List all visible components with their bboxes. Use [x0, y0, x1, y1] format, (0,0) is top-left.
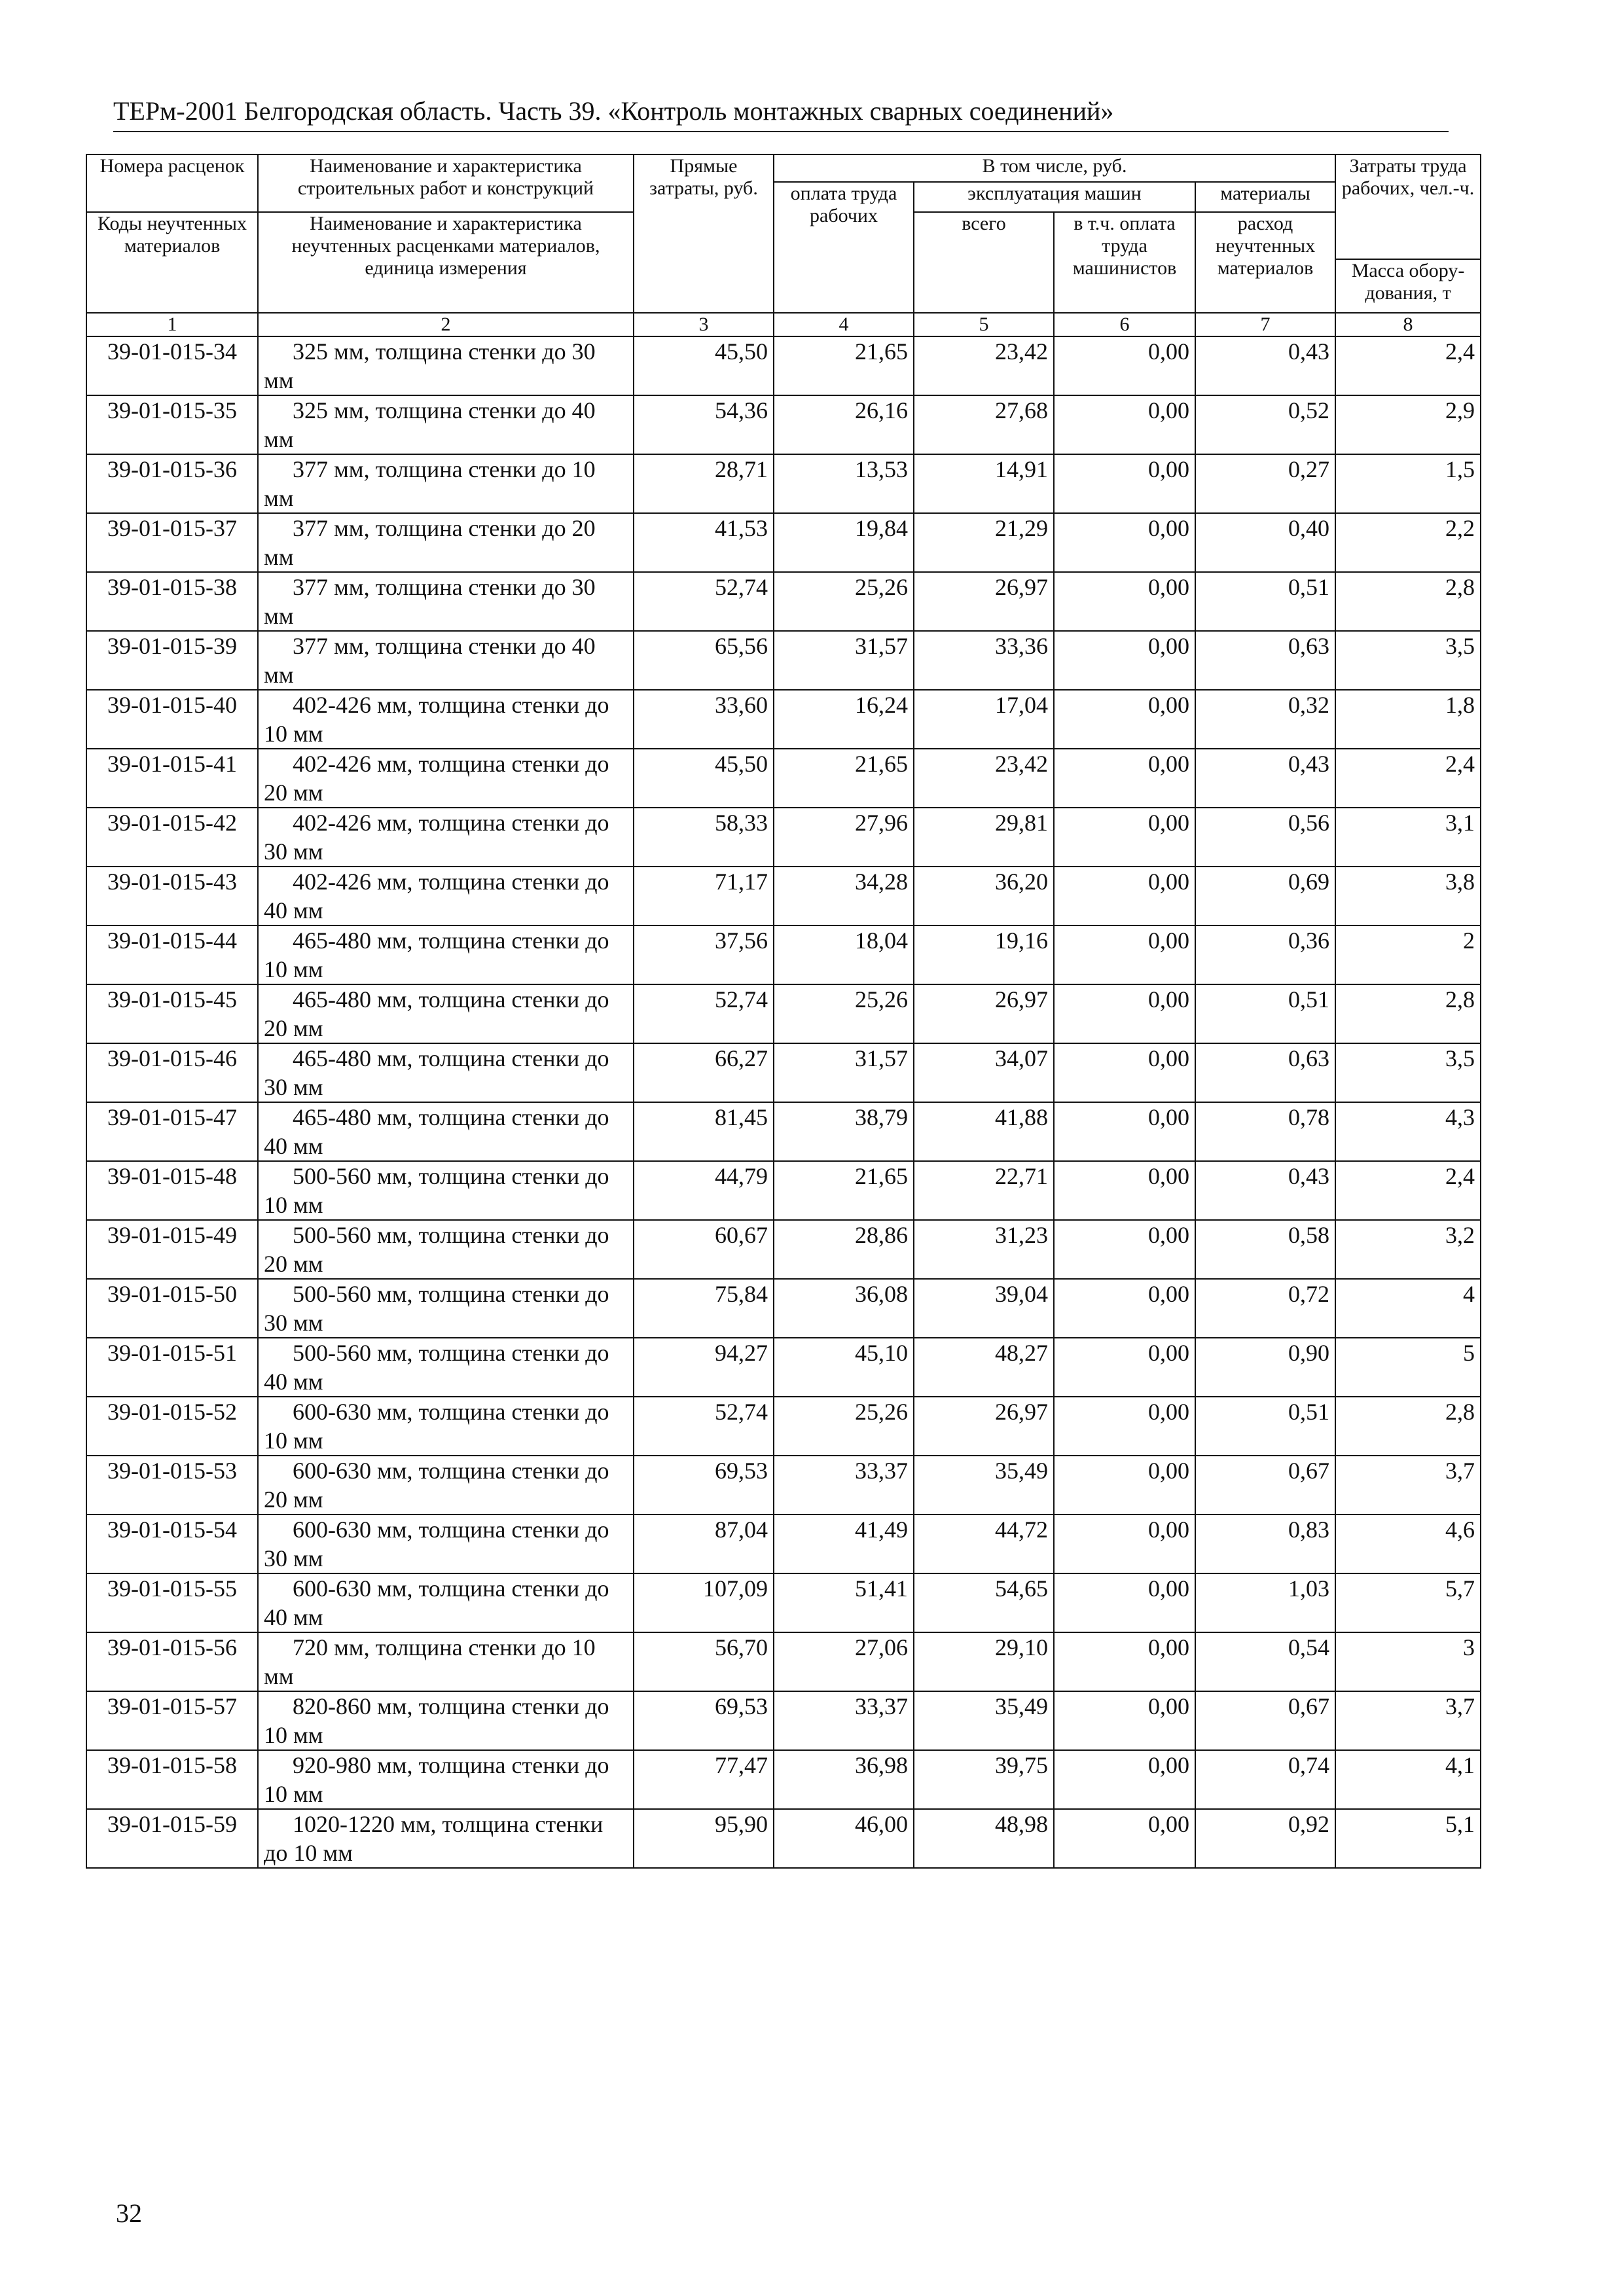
labor-costs-cell: 0,90 — [1195, 1338, 1335, 1397]
rate-code-cell: 39-01-015-47 — [86, 1102, 258, 1161]
work-description-cell: 402-426 мм, толщина стенки до 30 мм — [258, 808, 634, 867]
direct-costs-cell: 52,74 — [634, 984, 774, 1043]
labor-costs-cell: 0,36 — [1195, 925, 1335, 984]
header-machines: эксплуатация машин — [914, 182, 1195, 212]
rate-code-cell: 39-01-015-54 — [86, 1515, 258, 1573]
rates-table — [86, 154, 1481, 1869]
table-row — [86, 1750, 1481, 1809]
direct-costs-cell: 69,53 — [634, 1456, 774, 1515]
worker-pay-cell: 41,49 — [774, 1515, 914, 1573]
machines-total-cell: 35,49 — [914, 1456, 1054, 1515]
table-row — [86, 984, 1481, 1043]
machines-total-cell: 26,97 — [914, 572, 1054, 631]
machines-total-cell: 14,91 — [914, 454, 1054, 513]
rate-code-cell: 39-01-015-50 — [86, 1279, 258, 1338]
table-row — [86, 1809, 1481, 1868]
work-description-cell: 600-630 мм, толщина стенки до 30 мм — [258, 1515, 634, 1573]
direct-costs-cell: 54,36 — [634, 395, 774, 454]
work-description-cell: 465-480 мм, толщина стенки до 10 мм — [258, 925, 634, 984]
column-number: 8 — [1335, 313, 1481, 336]
worker-pay-cell: 33,37 — [774, 1456, 914, 1515]
direct-costs-cell: 56,70 — [634, 1632, 774, 1691]
direct-costs-cell: 52,74 — [634, 1397, 774, 1456]
machinist-pay-cell: 0,00 — [1054, 1573, 1195, 1632]
direct-costs-cell: 45,50 — [634, 336, 774, 395]
machinist-pay-cell: 0,00 — [1054, 1102, 1195, 1161]
work-description-cell: 820-860 мм, толщина стенки до 10 мм — [258, 1691, 634, 1750]
page-number: 32 — [116, 2198, 142, 2228]
header-material-name: Наименование и характеристика неучтенных расценками материалов, единица измерения — [258, 212, 634, 313]
worker-pay-cell: 51,41 — [774, 1573, 914, 1632]
rate-code-cell: 39-01-015-55 — [86, 1573, 258, 1632]
worker-pay-cell: 28,86 — [774, 1220, 914, 1279]
machines-total-cell: 23,42 — [914, 749, 1054, 808]
direct-costs-cell: 77,47 — [634, 1750, 774, 1809]
labor-costs-cell: 0,43 — [1195, 336, 1335, 395]
machinist-pay-cell: 0,00 — [1054, 454, 1195, 513]
column-number: 6 — [1054, 313, 1195, 336]
column-number: 3 — [634, 313, 774, 336]
machines-total-cell: 48,27 — [914, 1338, 1054, 1397]
direct-costs-cell: 28,71 — [634, 454, 774, 513]
machines-total-cell: 34,07 — [914, 1043, 1054, 1102]
machines-total-cell: 44,72 — [914, 1515, 1054, 1573]
rate-code-cell: 39-01-015-49 — [86, 1220, 258, 1279]
rate-code-cell: 39-01-015-56 — [86, 1632, 258, 1691]
work-description-cell: 465-480 мм, толщина стенки до 40 мм — [258, 1102, 634, 1161]
table-row — [86, 1102, 1481, 1161]
header-labor-costs: Затраты труда рабочих, чел.-ч. — [1335, 154, 1481, 259]
equipment-mass-cell: 3,5 — [1335, 1043, 1481, 1102]
direct-costs-cell: 75,84 — [634, 1279, 774, 1338]
equipment-mass-cell: 2 — [1335, 925, 1481, 984]
work-description-cell: 377 мм, толщина стенки до 20 мм — [258, 513, 634, 572]
direct-costs-cell: 71,17 — [634, 867, 774, 925]
work-description-cell: 377 мм, толщина стенки до 30 мм — [258, 572, 634, 631]
machinist-pay-cell: 0,00 — [1054, 1338, 1195, 1397]
machinist-pay-cell: 0,00 — [1054, 572, 1195, 631]
labor-costs-cell: 0,32 — [1195, 690, 1335, 749]
table-row — [86, 1515, 1481, 1573]
header-material-codes: Коды неучтенных материалов — [86, 212, 258, 313]
labor-costs-cell: 0,40 — [1195, 513, 1335, 572]
labor-costs-cell: 0,63 — [1195, 1043, 1335, 1102]
equipment-mass-cell: 2,8 — [1335, 572, 1481, 631]
rate-code-cell: 39-01-015-44 — [86, 925, 258, 984]
rate-code-cell: 39-01-015-34 — [86, 336, 258, 395]
header-rate-numbers: Номера расценок — [86, 154, 258, 212]
direct-costs-cell: 65,56 — [634, 631, 774, 690]
worker-pay-cell: 18,04 — [774, 925, 914, 984]
column-number: 7 — [1195, 313, 1335, 336]
machines-total-cell: 31,23 — [914, 1220, 1054, 1279]
machines-total-cell: 29,81 — [914, 808, 1054, 867]
labor-costs-cell: 0,56 — [1195, 808, 1335, 867]
machines-total-cell: 23,42 — [914, 336, 1054, 395]
machines-total-cell: 17,04 — [914, 690, 1054, 749]
column-number: 5 — [914, 313, 1054, 336]
worker-pay-cell: 19,84 — [774, 513, 914, 572]
labor-costs-cell: 0,74 — [1195, 1750, 1335, 1809]
machinist-pay-cell: 0,00 — [1054, 513, 1195, 572]
worker-pay-cell: 21,65 — [774, 749, 914, 808]
equipment-mass-cell: 3 — [1335, 1632, 1481, 1691]
labor-costs-cell: 0,51 — [1195, 1397, 1335, 1456]
equipment-mass-cell: 1,8 — [1335, 690, 1481, 749]
table-row — [86, 1220, 1481, 1279]
direct-costs-cell: 33,60 — [634, 690, 774, 749]
table-body — [86, 336, 1481, 1868]
machines-total-cell: 29,10 — [914, 1632, 1054, 1691]
direct-costs-cell: 69,53 — [634, 1691, 774, 1750]
equipment-mass-cell: 2,4 — [1335, 749, 1481, 808]
machinist-pay-cell: 0,00 — [1054, 690, 1195, 749]
table-row — [86, 925, 1481, 984]
work-description-cell: 920-980 мм, толщина стенки до 10 мм — [258, 1750, 634, 1809]
table-row — [86, 1456, 1481, 1515]
labor-costs-cell: 0,54 — [1195, 1632, 1335, 1691]
work-description-cell: 600-630 мм, толщина стенки до 20 мм — [258, 1456, 634, 1515]
worker-pay-cell: 31,57 — [774, 631, 914, 690]
equipment-mass-cell: 3,7 — [1335, 1456, 1481, 1515]
direct-costs-cell: 52,74 — [634, 572, 774, 631]
rate-code-cell: 39-01-015-46 — [86, 1043, 258, 1102]
header-machinist-pay: в т.ч. оплата труда машинистов — [1054, 212, 1195, 313]
column-number: 1 — [86, 313, 258, 336]
rate-code-cell: 39-01-015-57 — [86, 1691, 258, 1750]
labor-costs-cell: 0,67 — [1195, 1691, 1335, 1750]
work-description-cell: 720 мм, толщина стенки до 10 мм — [258, 1632, 634, 1691]
machines-total-cell: 26,97 — [914, 984, 1054, 1043]
table-row — [86, 513, 1481, 572]
rate-code-cell: 39-01-015-48 — [86, 1161, 258, 1220]
work-description-cell: 402-426 мм, толщина стенки до 10 мм — [258, 690, 634, 749]
rate-code-cell: 39-01-015-41 — [86, 749, 258, 808]
labor-costs-cell: 0,63 — [1195, 631, 1335, 690]
machines-total-cell: 54,65 — [914, 1573, 1054, 1632]
table-row — [86, 1279, 1481, 1338]
equipment-mass-cell: 2,2 — [1335, 513, 1481, 572]
work-description-cell: 1020-1220 мм, толщина стенки до 10 мм — [258, 1809, 634, 1868]
work-description-cell: 402-426 мм, толщина стенки до 40 мм — [258, 867, 634, 925]
table-row — [86, 631, 1481, 690]
equipment-mass-cell: 5,1 — [1335, 1809, 1481, 1868]
machines-total-cell: 35,49 — [914, 1691, 1054, 1750]
machinist-pay-cell: 0,00 — [1054, 1691, 1195, 1750]
labor-costs-cell: 1,03 — [1195, 1573, 1335, 1632]
direct-costs-cell: 94,27 — [634, 1338, 774, 1397]
machines-total-cell: 36,20 — [914, 867, 1054, 925]
table-row — [86, 1573, 1481, 1632]
worker-pay-cell: 16,24 — [774, 690, 914, 749]
equipment-mass-cell: 2,9 — [1335, 395, 1481, 454]
direct-costs-cell: 81,45 — [634, 1102, 774, 1161]
labor-costs-cell: 0,67 — [1195, 1456, 1335, 1515]
worker-pay-cell: 27,96 — [774, 808, 914, 867]
table-row — [86, 336, 1481, 395]
equipment-mass-cell: 2,8 — [1335, 1397, 1481, 1456]
machines-total-cell: 39,75 — [914, 1750, 1054, 1809]
direct-costs-cell: 58,33 — [634, 808, 774, 867]
header-including: В том числе, руб. — [774, 154, 1335, 182]
table-row — [86, 749, 1481, 808]
work-description-cell: 325 мм, толщина стенки до 30 мм — [258, 336, 634, 395]
rate-code-cell: 39-01-015-38 — [86, 572, 258, 631]
work-description-cell: 465-480 мм, толщина стенки до 20 мм — [258, 984, 634, 1043]
worker-pay-cell: 36,98 — [774, 1750, 914, 1809]
rate-code-cell: 39-01-015-59 — [86, 1809, 258, 1868]
machinist-pay-cell: 0,00 — [1054, 1220, 1195, 1279]
header-worker-pay: оплата труда рабочих — [774, 182, 914, 313]
machinist-pay-cell: 0,00 — [1054, 395, 1195, 454]
table-row — [86, 454, 1481, 513]
worker-pay-cell: 21,65 — [774, 336, 914, 395]
machines-total-cell: 21,29 — [914, 513, 1054, 572]
machines-total-cell: 39,04 — [914, 1279, 1054, 1338]
worker-pay-cell: 27,06 — [774, 1632, 914, 1691]
labor-costs-cell: 0,69 — [1195, 867, 1335, 925]
worker-pay-cell: 25,26 — [774, 1397, 914, 1456]
machinist-pay-cell: 0,00 — [1054, 1456, 1195, 1515]
equipment-mass-cell: 2,4 — [1335, 336, 1481, 395]
header-material-usage: расход неучтенных материалов — [1195, 212, 1335, 313]
machinist-pay-cell: 0,00 — [1054, 1279, 1195, 1338]
machines-total-cell: 41,88 — [914, 1102, 1054, 1161]
equipment-mass-cell: 3,1 — [1335, 808, 1481, 867]
work-description-cell: 377 мм, толщина стенки до 10 мм — [258, 454, 634, 513]
worker-pay-cell: 34,28 — [774, 867, 914, 925]
rate-code-cell: 39-01-015-40 — [86, 690, 258, 749]
worker-pay-cell: 25,26 — [774, 984, 914, 1043]
labor-costs-cell: 0,27 — [1195, 454, 1335, 513]
equipment-mass-cell: 1,5 — [1335, 454, 1481, 513]
table-row — [86, 867, 1481, 925]
direct-costs-cell: 66,27 — [634, 1043, 774, 1102]
labor-costs-cell: 0,43 — [1195, 1161, 1335, 1220]
header-direct-costs: Прямые затраты, руб. — [634, 154, 774, 313]
equipment-mass-cell: 4 — [1335, 1279, 1481, 1338]
work-description-cell: 325 мм, толщина стенки до 40 мм — [258, 395, 634, 454]
rate-code-cell: 39-01-015-42 — [86, 808, 258, 867]
work-description-cell: 600-630 мм, толщина стенки до 10 мм — [258, 1397, 634, 1456]
column-number: 2 — [258, 313, 634, 336]
work-description-cell: 402-426 мм, толщина стенки до 20 мм — [258, 749, 634, 808]
worker-pay-cell: 21,65 — [774, 1161, 914, 1220]
header-materials: материалы — [1195, 182, 1335, 212]
machinist-pay-cell: 0,00 — [1054, 1515, 1195, 1573]
direct-costs-cell: 107,09 — [634, 1573, 774, 1632]
direct-costs-cell: 44,79 — [634, 1161, 774, 1220]
table-row — [86, 808, 1481, 867]
table-header — [86, 154, 1481, 336]
table-row — [86, 1397, 1481, 1456]
labor-costs-cell: 0,58 — [1195, 1220, 1335, 1279]
machinist-pay-cell: 0,00 — [1054, 984, 1195, 1043]
machinist-pay-cell: 0,00 — [1054, 925, 1195, 984]
equipment-mass-cell: 3,7 — [1335, 1691, 1481, 1750]
rate-code-cell: 39-01-015-45 — [86, 984, 258, 1043]
work-description-cell: 600-630 мм, толщина стенки до 40 мм — [258, 1573, 634, 1632]
rate-code-cell: 39-01-015-53 — [86, 1456, 258, 1515]
machines-total-cell: 48,98 — [914, 1809, 1054, 1868]
worker-pay-cell: 46,00 — [774, 1809, 914, 1868]
equipment-mass-cell: 2,4 — [1335, 1161, 1481, 1220]
work-description-cell: 500-560 мм, толщина стенки до 30 мм — [258, 1279, 634, 1338]
equipment-mass-cell: 3,2 — [1335, 1220, 1481, 1279]
header-equipment-mass: Масса обору-дования, т — [1335, 259, 1481, 313]
rate-code-cell: 39-01-015-39 — [86, 631, 258, 690]
labor-costs-cell: 0,83 — [1195, 1515, 1335, 1573]
machinist-pay-cell: 0,00 — [1054, 1750, 1195, 1809]
machinist-pay-cell: 0,00 — [1054, 631, 1195, 690]
machines-total-cell: 22,71 — [914, 1161, 1054, 1220]
machinist-pay-cell: 0,00 — [1054, 867, 1195, 925]
equipment-mass-cell: 4,6 — [1335, 1515, 1481, 1573]
labor-costs-cell: 0,51 — [1195, 984, 1335, 1043]
table-row — [86, 690, 1481, 749]
labor-costs-cell: 0,51 — [1195, 572, 1335, 631]
work-description-cell: 500-560 мм, толщина стенки до 20 мм — [258, 1220, 634, 1279]
direct-costs-cell: 37,56 — [634, 925, 774, 984]
rate-code-cell: 39-01-015-37 — [86, 513, 258, 572]
worker-pay-cell: 25,26 — [774, 572, 914, 631]
rate-code-cell: 39-01-015-35 — [86, 395, 258, 454]
table-row — [86, 1338, 1481, 1397]
table-row — [86, 1161, 1481, 1220]
worker-pay-cell: 13,53 — [774, 454, 914, 513]
table-row — [86, 1691, 1481, 1750]
work-description-cell: 465-480 мм, толщина стенки до 30 мм — [258, 1043, 634, 1102]
work-description-cell: 377 мм, толщина стенки до 40 мм — [258, 631, 634, 690]
table-row — [86, 395, 1481, 454]
rate-code-cell: 39-01-015-43 — [86, 867, 258, 925]
labor-costs-cell: 0,92 — [1195, 1809, 1335, 1868]
worker-pay-cell: 36,08 — [774, 1279, 914, 1338]
header-machines-total: всего — [914, 212, 1054, 313]
labor-costs-cell: 0,72 — [1195, 1279, 1335, 1338]
worker-pay-cell: 45,10 — [774, 1338, 914, 1397]
machinist-pay-cell: 0,00 — [1054, 749, 1195, 808]
header-rule — [113, 131, 1449, 132]
machines-total-cell: 26,97 — [914, 1397, 1054, 1456]
rate-code-cell: 39-01-015-58 — [86, 1750, 258, 1809]
table-row — [86, 572, 1481, 631]
equipment-mass-cell: 3,5 — [1335, 631, 1481, 690]
equipment-mass-cell: 4,1 — [1335, 1750, 1481, 1809]
direct-costs-cell: 60,67 — [634, 1220, 774, 1279]
direct-costs-cell: 45,50 — [634, 749, 774, 808]
table-row — [86, 1632, 1481, 1691]
labor-costs-cell: 0,43 — [1195, 749, 1335, 808]
machines-total-cell: 33,36 — [914, 631, 1054, 690]
equipment-mass-cell: 4,3 — [1335, 1102, 1481, 1161]
direct-costs-cell: 41,53 — [634, 513, 774, 572]
labor-costs-cell: 0,78 — [1195, 1102, 1335, 1161]
column-number: 4 — [774, 313, 914, 336]
machines-total-cell: 19,16 — [914, 925, 1054, 984]
worker-pay-cell: 33,37 — [774, 1691, 914, 1750]
machinist-pay-cell: 0,00 — [1054, 336, 1195, 395]
worker-pay-cell: 38,79 — [774, 1102, 914, 1161]
rate-code-cell: 39-01-015-36 — [86, 454, 258, 513]
worker-pay-cell: 26,16 — [774, 395, 914, 454]
direct-costs-cell: 95,90 — [634, 1809, 774, 1868]
rate-code-cell: 39-01-015-51 — [86, 1338, 258, 1397]
equipment-mass-cell: 3,8 — [1335, 867, 1481, 925]
machinist-pay-cell: 0,00 — [1054, 1043, 1195, 1102]
equipment-mass-cell: 2,8 — [1335, 984, 1481, 1043]
labor-costs-cell: 0,52 — [1195, 395, 1335, 454]
rate-code-cell: 39-01-015-52 — [86, 1397, 258, 1456]
worker-pay-cell: 31,57 — [774, 1043, 914, 1102]
work-description-cell: 500-560 мм, толщина стенки до 10 мм — [258, 1161, 634, 1220]
table-row — [86, 1043, 1481, 1102]
machinist-pay-cell: 0,00 — [1054, 1809, 1195, 1868]
direct-costs-cell: 87,04 — [634, 1515, 774, 1573]
machines-total-cell: 27,68 — [914, 395, 1054, 454]
equipment-mass-cell: 5,7 — [1335, 1573, 1481, 1632]
machinist-pay-cell: 0,00 — [1054, 1397, 1195, 1456]
equipment-mass-cell: 5 — [1335, 1338, 1481, 1397]
work-description-cell: 500-560 мм, толщина стенки до 40 мм — [258, 1338, 634, 1397]
machinist-pay-cell: 0,00 — [1054, 1161, 1195, 1220]
machinist-pay-cell: 0,00 — [1054, 1632, 1195, 1691]
header-work-name: Наименование и характеристика строительных работ и конструкций — [258, 154, 634, 212]
page-header: ТЕРм-2001 Белгородская область. Часть 39. «Контроль монтажных сварных соединений» — [113, 96, 1114, 126]
machinist-pay-cell: 0,00 — [1054, 808, 1195, 867]
